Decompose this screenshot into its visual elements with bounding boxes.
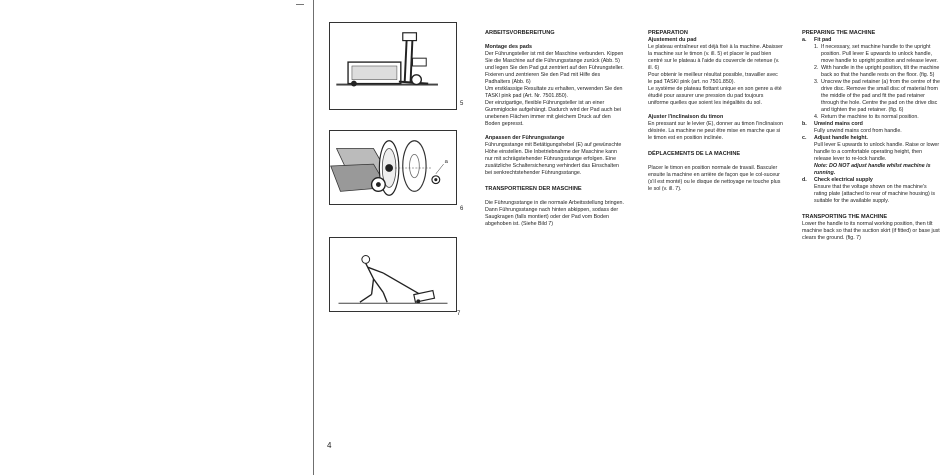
english-section-d-text: Ensure that the voltage shown on the machine's rating plate (attached to rear of machine housing) is suitable for the available supply.: [814, 184, 936, 204]
figure-5: [329, 22, 457, 110]
list-item: 3. Unscrew the pad retainer (a) from the centre of the drive disc. Remove the small disc of material from the middle of the pad and fit the pad retainer through the hole. Centre the pad on the drive disc and tighten the pad retainer. (fig. 6): [814, 79, 940, 113]
english-fit-pad-steps: [802, 44, 940, 121]
german-subheading-pad: Montage des pads: [485, 44, 533, 50]
french-subheading-pad: Ajustement du pad: [648, 37, 697, 43]
french-subheading-handle: Ajuster l'inclinaison du timon: [648, 114, 724, 120]
figure-7-illustration: [330, 238, 456, 311]
list-item: 4. Return the machine to its normal position.: [814, 114, 919, 120]
list-item: 2. With handle in the upright position, tilt the machine back so that the handle rests on the floor. (fig. 5): [814, 65, 940, 78]
german-heading-transport: TRANSPORTIEREN DER MASCHINE: [485, 186, 582, 192]
french-paragraph: Le plateau entraîneur est déjà fixé à la machine. Abaisser la machine sur le timon (v. ill. 5) et placer le pad bien centré sur le plateau à l'aide du couvercle de retenue (v. ill. 6): [648, 44, 783, 71]
french-paragraph: Placer le timon en position normale de travail. Basculer ensuite la machine en arrière de façon que le col-suceur (s'il est monté) ou le disque de nettoyage ne touche plus le sol (v. ill. 7).: [648, 165, 781, 192]
german-paragraph: Führungsstange mit Betätigungshebel (E) auf gewünschte Höhe einstellen. Die Inbetriebnahme der Maschine kann nur mit schrägstehender Führungsstange erfolgen. Eine zusätzliche Schaltersicherung verhindert das Einschalten bei senkrechtstehender Führungsstange.: [485, 142, 622, 176]
english-transport-text: Lower the handle to its normal working position, then tilt machine back so that the suction skirt (if fitted) or base just clears the ground. (fig. 7): [802, 221, 940, 241]
svg-text:a: a: [444, 159, 448, 166]
french-heading-transport: DÉPLACEMENTS DE LA MACHINE: [648, 151, 741, 157]
figure-6: [329, 130, 457, 205]
german-heading: ARBEITSVORBEREITUNG: [485, 30, 555, 36]
german-subheading-handle: Anpassen der Führungsstange: [485, 135, 565, 141]
french-column: [648, 30, 783, 193]
figure-7: [329, 237, 457, 312]
german-paragraph: Um erstklassige Resultate zu erhalten, verwenden Sie den TASKI pink pad (Art. Nr. 7501.850).: [485, 86, 623, 99]
page-gutter-line: [313, 0, 314, 475]
german-paragraph: Der einzigartige, flexible Führungsteller ist an einer Gummiglocke aufgehängt. Dadurch wird der Pad auch bei unebenen Flächen immer mit gleichem Druck auf den Boden gepresst.: [485, 100, 622, 127]
figure-6-number: 6: [460, 206, 464, 212]
figure-5-number: 5: [460, 101, 464, 107]
french-paragraph: En pressant sur le levier (E), donner au timon l'inclinaison désirée. La machine ne peut être mise en marche que si le timon est en position inclinée.: [648, 121, 783, 141]
german-column: [485, 30, 625, 228]
english-heading-transport: TRANSPORTING THE MACHINE: [802, 214, 888, 220]
english-section-c-note: Note: DO NOT adjust handle whilst machine is running.: [814, 163, 931, 176]
figure-7-number: 7: [457, 311, 461, 317]
english-section-c-title: c. Adjust handle height.: [802, 135, 868, 141]
english-section-a-title: a. Fit pad: [802, 37, 832, 43]
crop-mark: [296, 4, 304, 5]
english-section-b-title: b. Unwind mains cord: [802, 121, 863, 127]
figure-6-illustration: [330, 131, 456, 204]
french-paragraph: Le système de plateau flottant unique en son genre a été étudié pour assurer une pression du pad toujours uniforme quelles que soient les inégalités du sol.: [648, 86, 782, 106]
german-paragraph: Die Führungsstange in die normale Arbeitsstellung bringen. Dann Führungsstange nach hinten abkippen, sodass der Saugkragen (falls montiert) oder der Pad vom Boden abgehoben ist. (Siehe Bild 7): [485, 200, 624, 227]
french-paragraph: Pour obtenir le meilleur résultat possible, travailler avec le pad TASKI pink (art. no 7501.850).: [648, 72, 778, 85]
french-heading: PREPARATION: [648, 30, 688, 36]
figure-5-illustration: [330, 23, 456, 109]
english-section-c-text: Pull lever E upwards to unlock handle. Raise or lower handle to a comfortable operating height, then release lever to re-lock handle.: [814, 142, 940, 162]
list-item: 1. If necessary, set machine handle to the upright position. Pull lever E upwards to unlock handle, move handle to upright position and release lever.: [814, 44, 938, 64]
german-paragraph: Der Führungsteller ist mit der Maschine verbunden. Kippen Sie die Maschine auf die Führungsstange zurück (Abb. 5) und legen Sie den Pad gut zentriert auf den Führungsteller. Fixieren und zentrieren Sie den Pad mit Hilfe des Padhalters (Abb. 6): [485, 51, 624, 85]
english-heading: PREPARING THE MACHINE: [802, 30, 876, 36]
english-column: [802, 30, 940, 242]
english-section-d-title: d. Check electrical supply: [802, 177, 873, 183]
english-section-b-text: Fully unwind mains cord from handle.: [814, 128, 902, 134]
page-number: 4: [327, 441, 332, 450]
